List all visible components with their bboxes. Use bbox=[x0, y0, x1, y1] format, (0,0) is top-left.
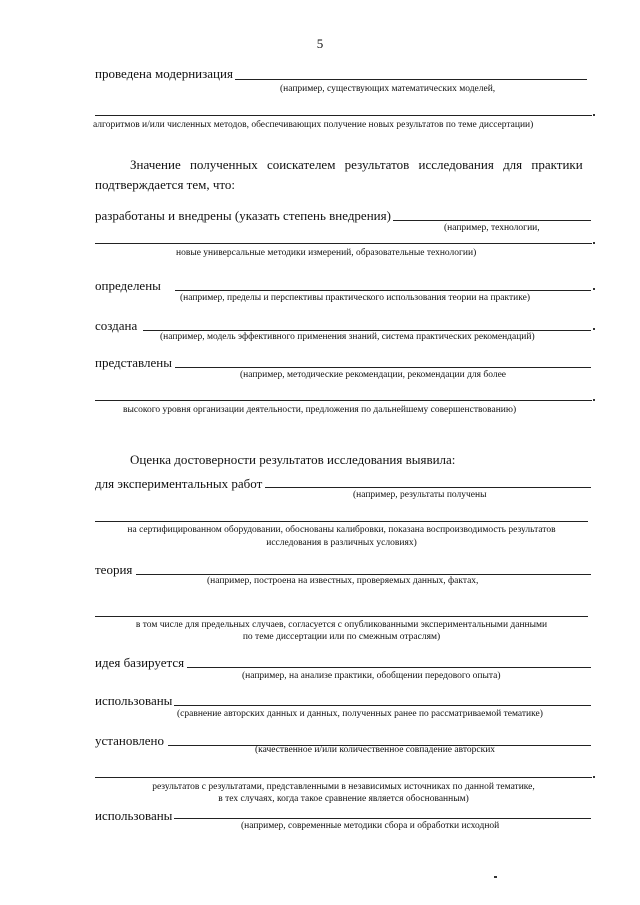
idea-label: идея базируется bbox=[95, 655, 185, 670]
experimental-fill-line-2 bbox=[95, 521, 588, 522]
experimental-hint-1: (например, результаты получены bbox=[353, 490, 487, 500]
line-end-comma bbox=[593, 328, 595, 330]
established-fill-line-2 bbox=[95, 777, 592, 778]
modernization-fill-line-2 bbox=[95, 115, 592, 116]
developed-label: разработаны и внедрены (указать степень внедрения) bbox=[95, 208, 391, 223]
practice-intro-line-1: Значение полученных соискателем результатов исследования для практики bbox=[130, 157, 583, 172]
defined-fill-line bbox=[175, 290, 591, 291]
established-hint-3: в тех случаях, когда такое сравнение является обоснованным) bbox=[218, 794, 469, 804]
modernization-hint-2: алгоритмов и/или численных методов, обеспечивающих получение новых результатов по теме диссертации) bbox=[93, 120, 534, 130]
page-number: 5 bbox=[316, 36, 324, 51]
defined-hint-1: (например, пределы и перспективы практического использования теории на практике) bbox=[180, 293, 530, 303]
theory-fill-line bbox=[136, 574, 591, 575]
defined-label: определены bbox=[95, 278, 161, 293]
scan-speck bbox=[494, 876, 497, 878]
reliability-intro: Оценка достоверности результатов исследования выявила: bbox=[130, 452, 456, 467]
line-end-comma bbox=[593, 242, 595, 244]
developed-fill-line bbox=[393, 220, 591, 221]
presented-fill-line bbox=[175, 367, 591, 368]
presented-hint-2: высокого уровня организации деятельности, предложения по дальнейшему совершенствованию) bbox=[123, 405, 517, 415]
line-end-comma bbox=[593, 288, 595, 290]
created-fill-line bbox=[143, 330, 591, 331]
developed-fill-line-2 bbox=[95, 243, 592, 244]
experimental-hint-3: исследования в различных условиях) bbox=[266, 538, 417, 548]
theory-hint-1: (например, построена на известных, проверяемых данных, фактах, bbox=[207, 576, 479, 586]
experimental-hint-2: на сертифицированном оборудовании, обоснованы калибровки, показана воспроизводимость результатов bbox=[127, 525, 556, 535]
used1-label: использованы bbox=[95, 693, 173, 708]
idea-hint-1: (например, на анализе практики, обобщении передового опыта) bbox=[242, 671, 501, 681]
line-end-comma bbox=[593, 114, 595, 116]
presented-hint-1: (например, методические рекомендации, рекомендации для более bbox=[240, 370, 507, 380]
presented-label: представлены bbox=[95, 355, 172, 370]
established-hint-2: результатов с результатами, представленными в независимых источниках по данной тематике, bbox=[152, 782, 535, 792]
used1-fill-line bbox=[174, 705, 591, 706]
used2-fill-line bbox=[174, 818, 591, 819]
idea-fill-line bbox=[187, 667, 591, 668]
established-label: установлено bbox=[95, 733, 165, 748]
theory-fill-line-2 bbox=[95, 616, 588, 617]
modernization-fill-line bbox=[235, 79, 587, 80]
modernization-hint-1: (например, существующих математических моделей, bbox=[280, 84, 496, 94]
used2-label: использованы bbox=[95, 808, 173, 823]
practice-intro-line-2: подтверждается тем, что: bbox=[95, 177, 236, 192]
used2-hint-1: (например, современные методики сбора и обработки исходной bbox=[241, 821, 500, 831]
developed-hint-2: новые универсальные методики измерений, образовательные технологии) bbox=[176, 248, 477, 258]
established-hint-1: (качественное и/или количественное совпадение авторских bbox=[255, 745, 496, 755]
modernization-label: проведена модернизация bbox=[95, 66, 233, 81]
line-end-comma bbox=[593, 776, 595, 778]
theory-hint-3: по теме диссертации или по смежным отраслям) bbox=[242, 632, 441, 642]
experimental-fill-line bbox=[265, 487, 591, 488]
created-hint-1: (например, модель эффективного применения знаний, система практических рекомендаций) bbox=[160, 332, 535, 342]
theory-hint-2: в том числе для предельных случаев, согласуется с опубликованными экспериментальными данными bbox=[135, 620, 548, 630]
created-label: создана bbox=[95, 318, 138, 333]
presented-fill-line-2 bbox=[95, 400, 592, 401]
developed-hint-1: (например, технологии, bbox=[444, 223, 540, 233]
used1-hint-1: (сравнение авторских данных и данных, полученных ранее по рассматриваемой тематике) bbox=[177, 709, 543, 719]
line-end-comma bbox=[593, 399, 595, 401]
experimental-label: для экспериментальных работ bbox=[95, 476, 263, 491]
theory-label: теория bbox=[95, 562, 133, 577]
